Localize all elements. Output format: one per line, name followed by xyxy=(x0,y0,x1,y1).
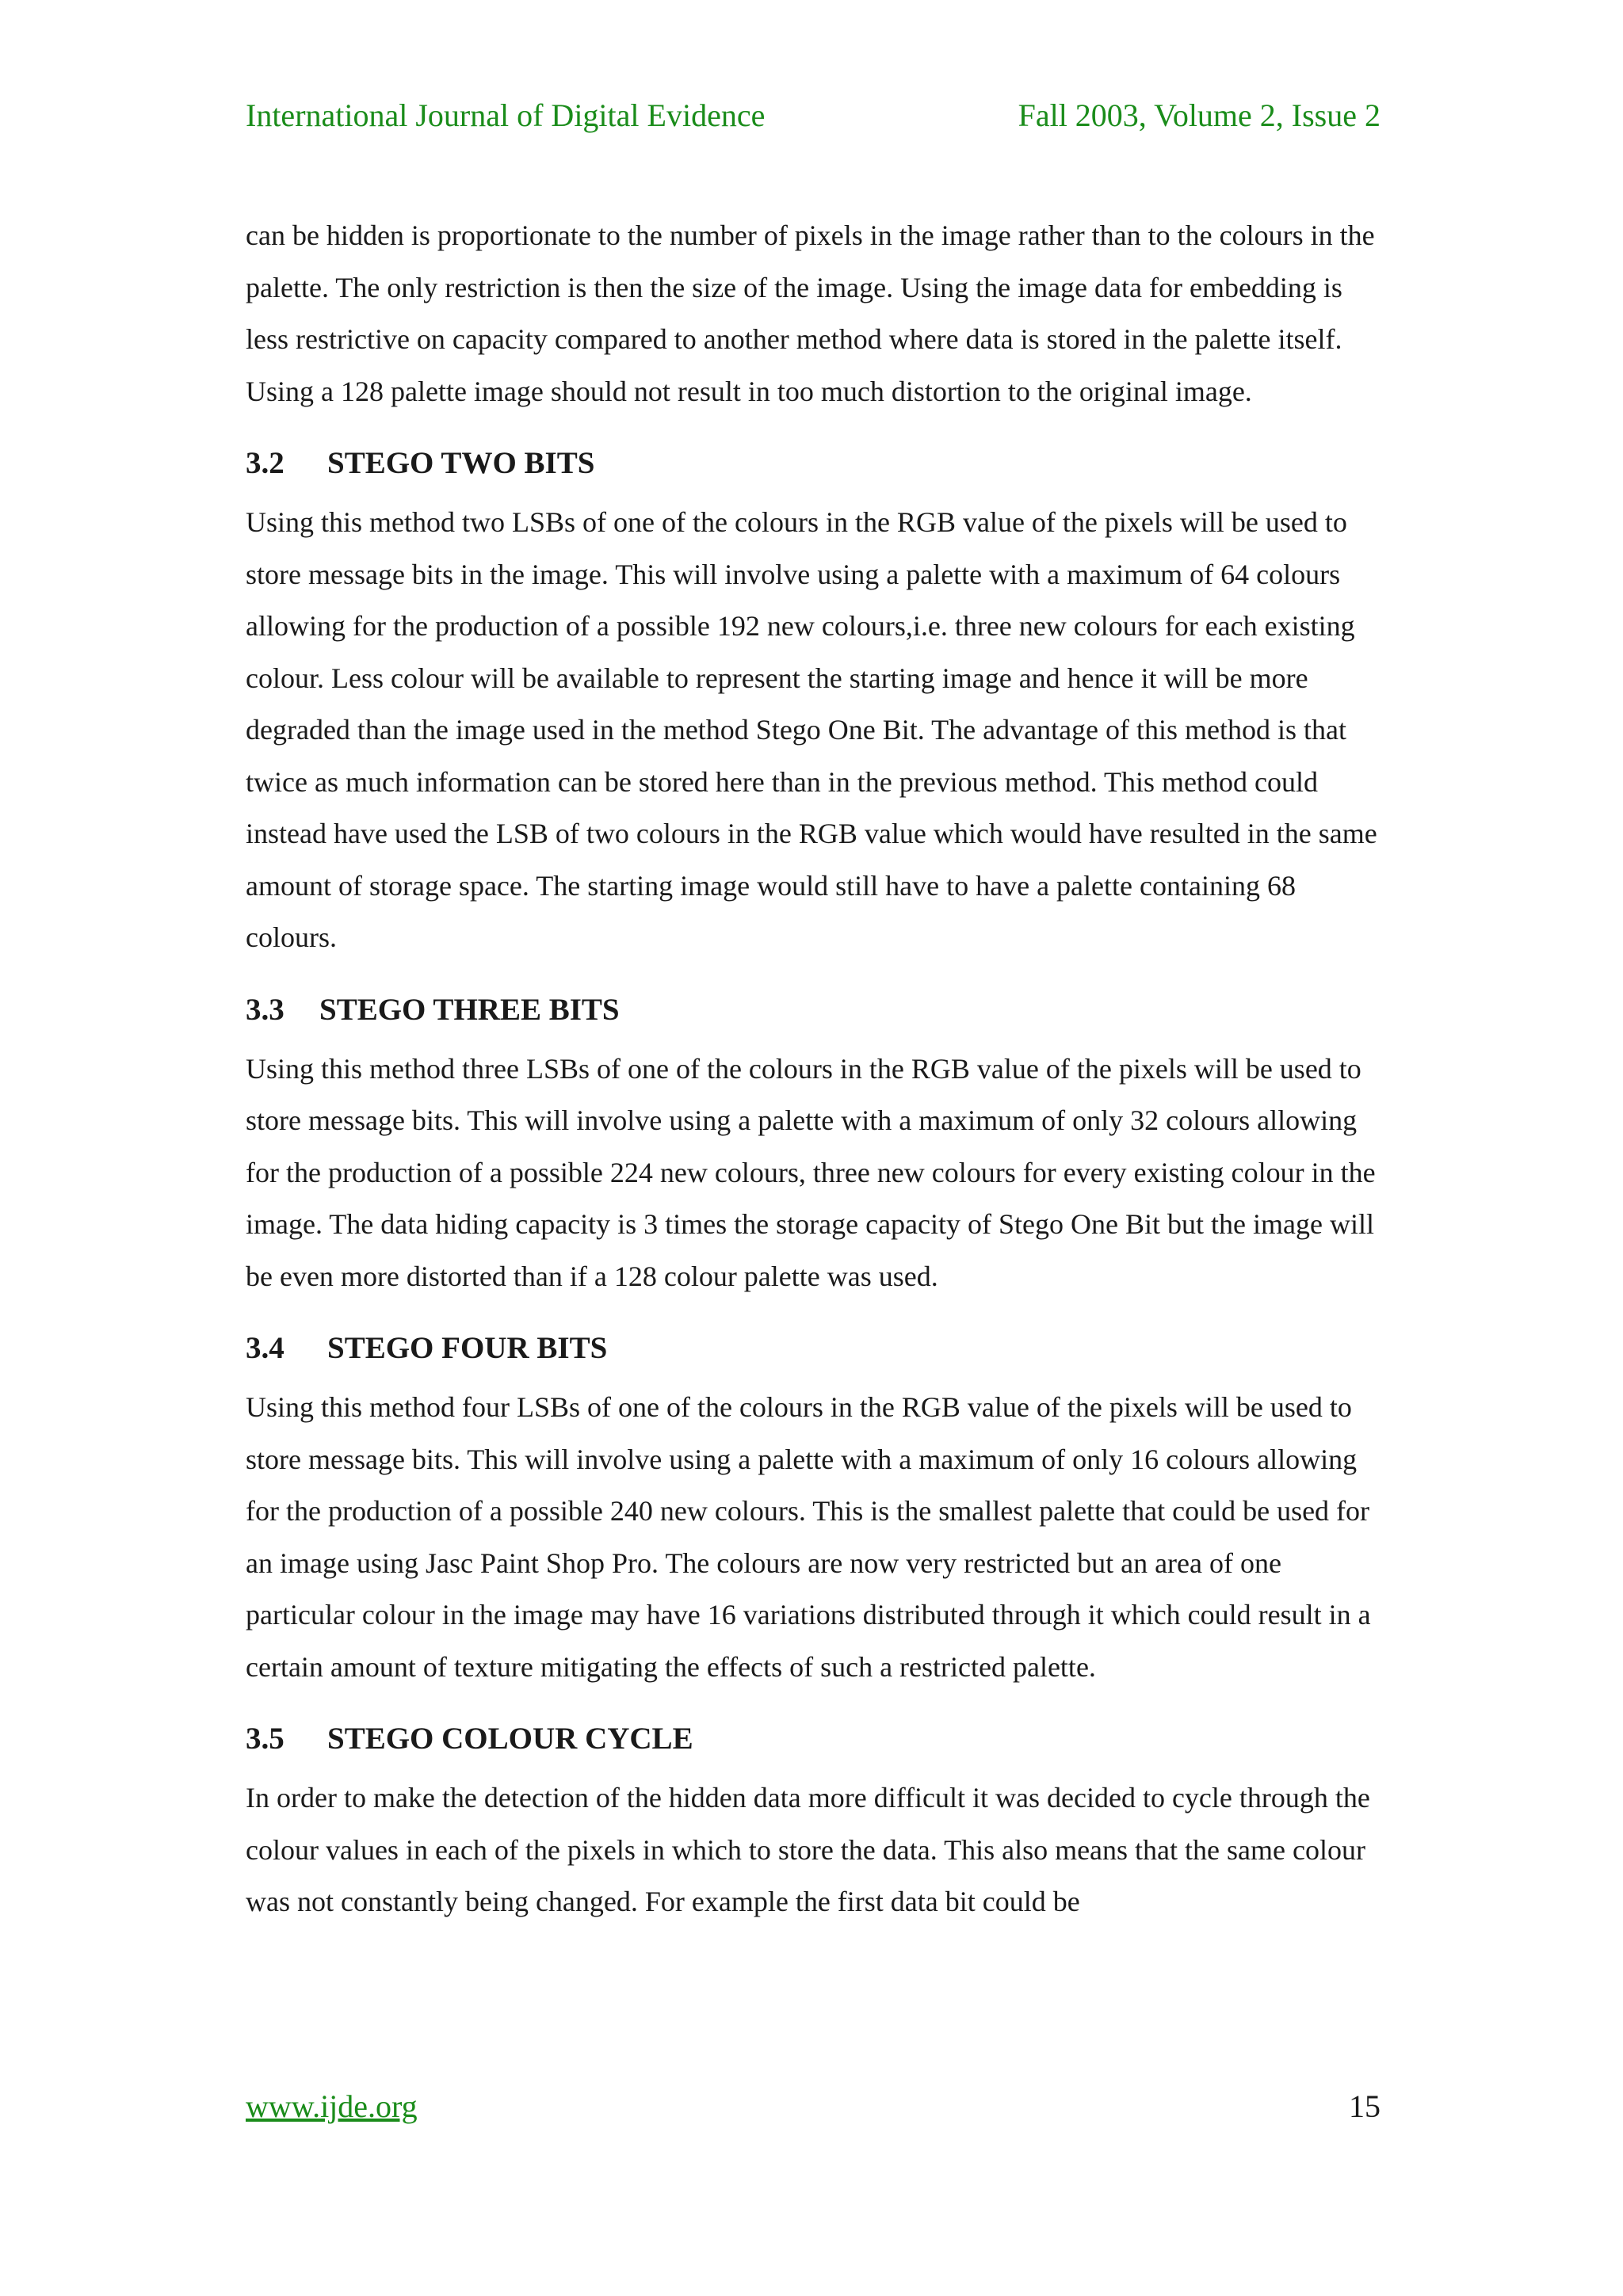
section-number: 3.5 xyxy=(246,1722,285,1756)
section-body: Using this method two LSBs of one of the colours in the RGB value of the pixels will be used to store message bits in the image. This will involve using a palette with a maximum of 64 colours allowing for the production of a possible 192 new colours,i.e. three new colours for each existing colour. Less colour will be available to represent the starting image and hence it will be more degraded than the image used in the method Stego One Bit. The advantage of this method is that twice as much information can be stored here than in the previous method. This method could instead have used the LSB of two colours in the RGB value which would have resulted in the same amount of storage space. The starting image would still have to have a palette containing 68 colours. xyxy=(246,506,1377,953)
section-title: STEGO TWO BITS xyxy=(327,446,595,480)
section-body: In order to make the detection of the hidden data more difficult it was decided to cycle through the colour values in each of the pixels in which to store the data. This also means that the same colour was not constantly being changed. For example the first data bit could be xyxy=(246,1782,1370,1917)
section-title: STEGO THREE BITS xyxy=(319,992,620,1027)
section-heading-3-4 xyxy=(246,1329,1387,1367)
section-heading-3-5 xyxy=(246,1720,1387,1758)
section-heading-3-3 xyxy=(246,991,1387,1029)
main-content xyxy=(246,210,1387,1928)
issue-info: Fall 2003, Volume 2, Issue 2 xyxy=(1018,97,1381,133)
website-link[interactable]: www.ijde.org xyxy=(246,2088,418,2124)
section-body: Using this method four LSBs of one of the colours in the RGB value of the pixels will be used to store message bits. This will involve using a palette with a maximum of only 16 colours allowing for the production of a possible 240 new colours. This is the smallest palette that could be used for an image using Jasc Paint Shop Pro. The colours are now very restricted but an area of one particular colour in the image may have 16 variations distributed through it which could result in a certain amount of texture mitigating the effects of such a restricted palette. xyxy=(246,1391,1371,1683)
section-title: STEGO FOUR BITS xyxy=(327,1331,608,1365)
page-number: 15 xyxy=(1349,2088,1381,2124)
section-heading-3-2 xyxy=(246,444,1387,482)
section-body: Using this method three LSBs of one of the colours in the RGB value of the pixels will be used to store message bits. This will involve using a palette with a maximum of only 32 colours allowing for the production of a possible 224 new colours, three new colours for every existing colour in the image. The data hiding capacity is 3 times the storage capacity of Stego One Bit but the image will be even more distorted than if a 128 colour palette was used. xyxy=(246,1052,1376,1292)
running-header xyxy=(246,97,1381,134)
section-number: 3.3 xyxy=(246,992,285,1027)
section-number: 3.2 xyxy=(246,446,285,480)
section-number: 3.4 xyxy=(246,1331,285,1365)
section-title: STEGO COLOUR CYCLE xyxy=(327,1722,693,1756)
intro-paragraph: can be hidden is proportionate to the number of pixels in the image rather than to the colours in the palette. The only restriction is then the size of the image. Using the image data for embedding is less restrictive on capacity compared to another method where data is stored in the palette itself. Using a 128 palette image should not result in too much distortion to the original image. xyxy=(246,219,1375,407)
page-footer xyxy=(246,2088,1381,2125)
journal-title: International Journal of Digital Evidence xyxy=(246,97,766,133)
